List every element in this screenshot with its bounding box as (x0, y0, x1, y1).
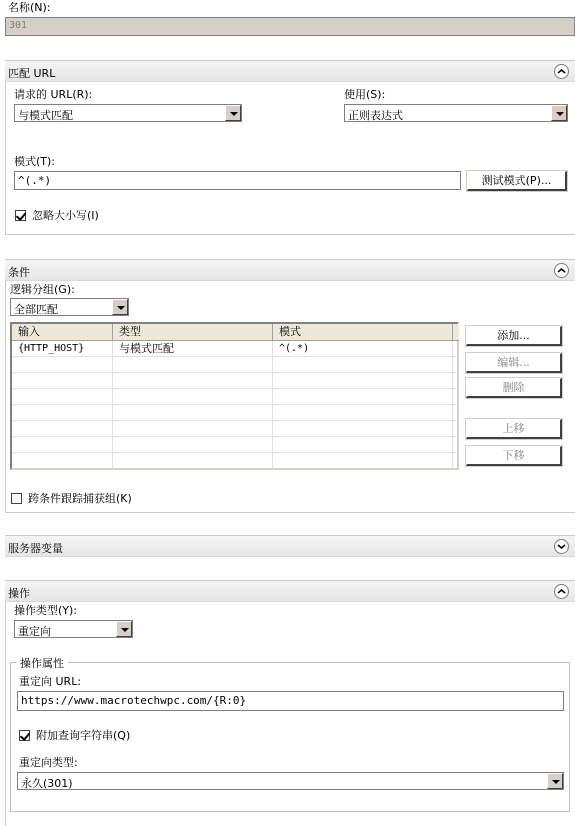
chevron-down-icon[interactable] (547, 773, 563, 789)
track-captures-checkbox[interactable] (11, 493, 22, 504)
table-row-empty (12, 389, 459, 405)
table-row-empty (12, 421, 459, 437)
add-button[interactable]: 添加... (466, 326, 562, 346)
logical-grouping-select[interactable] (10, 298, 129, 316)
action-type-select[interactable] (14, 620, 133, 638)
table-row-empty (12, 357, 459, 373)
move-down-button[interactable]: 下移 (466, 446, 562, 466)
column-header-pattern[interactable]: 模式 (273, 324, 453, 340)
table-row-empty (12, 437, 459, 453)
action-header[interactable] (5, 580, 575, 602)
chevron-down-icon[interactable] (112, 299, 128, 315)
collapse-icon[interactable] (554, 263, 569, 278)
name-field[interactable]: 301 (5, 17, 575, 36)
server-variables-header[interactable] (5, 535, 575, 557)
using-select[interactable] (344, 104, 568, 122)
using-value: 正则表达式 (348, 109, 403, 122)
chevron-down-icon[interactable] (225, 105, 241, 121)
redirect-type-label: 重定向类型: (19, 756, 78, 769)
requested-url-select[interactable] (14, 104, 242, 122)
append-query-checkbox[interactable] (19, 730, 30, 741)
table-row-empty (12, 453, 459, 469)
column-header-type[interactable]: 类型 (113, 324, 273, 340)
column-header-input[interactable]: 输入 (12, 324, 113, 340)
append-query-label: 附加查询字符串(Q) (36, 729, 131, 742)
match-url-header[interactable] (5, 60, 575, 82)
name-label: 名称(N): (8, 1, 51, 14)
requested-url-label: 请求的 URL(R): (14, 88, 93, 101)
chevron-down-icon[interactable] (116, 621, 132, 637)
pattern-input[interactable]: ^(.*) (14, 171, 461, 190)
cell-pattern: ^(.*) (273, 341, 453, 357)
test-pattern-button[interactable]: 测试模式(P)... (467, 171, 567, 191)
collapse-icon[interactable] (554, 64, 569, 79)
cell-input: {HTTP_HOST} (12, 341, 113, 357)
requested-url-value: 与模式匹配 (18, 109, 73, 122)
action-type-label: 操作类型(Y): (14, 604, 78, 617)
redirect-type-select[interactable] (17, 772, 564, 790)
cell-type: 与模式匹配 (113, 341, 273, 357)
move-up-button[interactable]: 上移 (466, 419, 562, 439)
redirect-url-input[interactable]: https://www.macrotechwpc.com/{R:0} (17, 691, 564, 711)
remove-button[interactable]: 删除 (466, 378, 562, 398)
track-captures-label: 跨条件跟踪捕获组(K) (28, 492, 132, 505)
match-url-title: 匹配 URL (8, 67, 56, 80)
pattern-label: 模式(T): (14, 155, 56, 168)
expand-icon[interactable] (554, 539, 569, 554)
using-label: 使用(S): (344, 88, 386, 101)
ignore-case-label: 忽略大小写(I) (32, 209, 99, 222)
logical-grouping-value: 全部匹配 (14, 303, 58, 316)
table-row[interactable] (12, 341, 459, 357)
redirect-url-label: 重定向 URL: (19, 675, 82, 688)
action-type-value: 重定向 (18, 625, 51, 638)
action-title: 操作 (8, 587, 30, 600)
chevron-down-icon[interactable] (551, 105, 567, 121)
server-variables-title: 服务器变量 (8, 542, 63, 555)
conditions-title: 条件 (8, 266, 30, 279)
table-row-empty (12, 373, 459, 389)
edit-button[interactable]: 编辑... (466, 353, 562, 373)
logical-grouping-label: 逻辑分组(G): (10, 283, 75, 296)
table-header (12, 324, 459, 341)
collapse-icon[interactable] (554, 584, 569, 599)
conditions-table[interactable] (10, 322, 459, 470)
table-row-empty (12, 405, 459, 421)
redirect-type-value: 永久(301) (21, 777, 73, 790)
conditions-header[interactable] (5, 259, 575, 281)
ignore-case-checkbox[interactable] (15, 210, 26, 221)
action-properties-title: 操作属性 (16, 655, 68, 671)
